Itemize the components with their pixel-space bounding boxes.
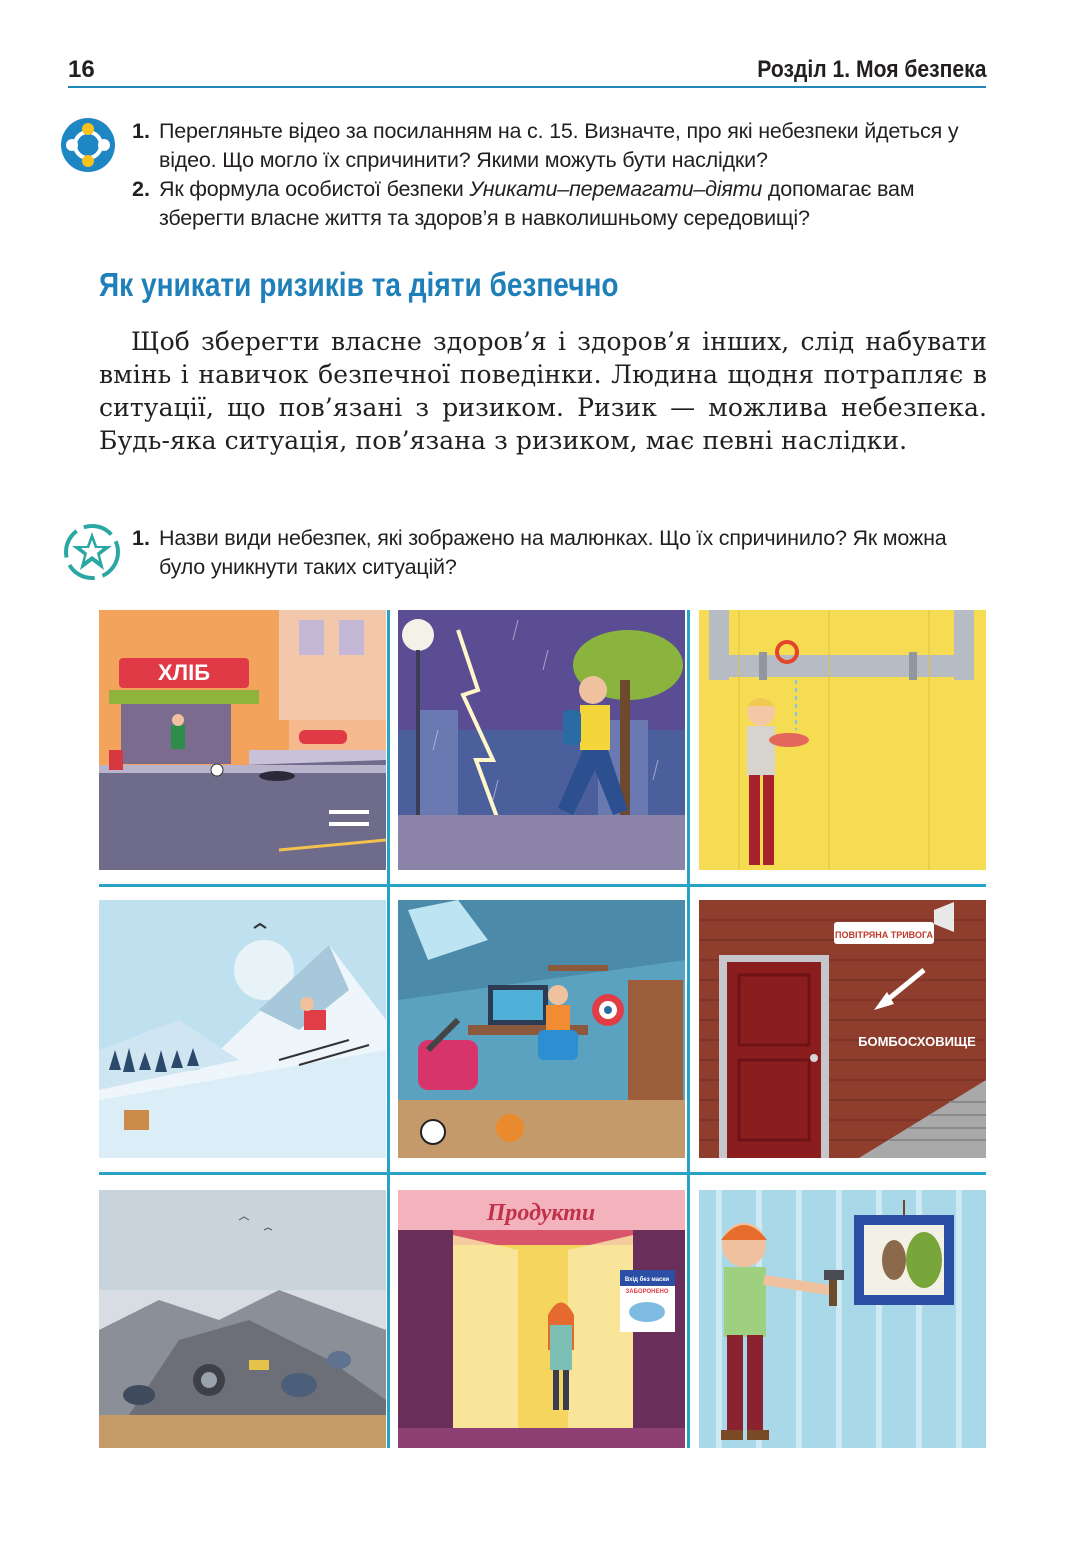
question-item [132,117,992,175]
illustration-thunderstorm [398,610,685,870]
question-number: 1. [132,119,150,143]
bakery-sign-text: ХЛІБ [157,660,211,685]
illustration-landfill [99,1190,386,1448]
question-number: 2. [132,177,150,201]
question-item [132,524,992,582]
group-discussion-icon [60,117,116,173]
question-text: Назви види небезпек, які зображено на малюнках. Що їх спричинило? Як можна було уникнути таких ситуацій? [159,526,947,579]
air-alarm-sign-text: ПОВІТРЯНА ТРИВОГА [835,930,933,940]
illustration-skiing [99,900,386,1158]
shelter-sign-text: БОМБОСХОВИЩЕ [858,1034,976,1049]
illustration-hammer-nail [699,1190,986,1448]
store-sign-text: Продукти [486,1200,596,1226]
mask-notice-text: Вхід без маски [624,1277,670,1283]
illustration-grocery-store [398,1190,685,1448]
mask-notice-text-2: ЗАБОРОНЕНО [625,1289,669,1295]
star-icon [64,524,120,580]
page-number: 16 [68,56,95,83]
question-item [132,175,992,233]
task1-questions [132,117,992,233]
illustration-bomb-shelter [699,900,986,1158]
question-text: Перегляньте відео за посиланням на с. 15. Визначте, про які небезпеки йдеться у відео. Що могло їх спричинити? Якими можуть бути наслідки? [159,119,959,172]
section-heading: Як уникати ризиків та діяти безпечно [99,266,619,303]
page-header [68,56,986,88]
illustration-street-bakery [99,610,386,870]
body-paragraph: Щоб зберегти власне здоров’я і здоров’я інших, слід набувати вмінь і навичок безпечної поведінки. Людина щодня потрапляє в ситуації, що пов’язані з ризиком. Ризик — можлива небезпека. Будь-яка ситуація, пов’язана з ризиком, має певні наслідки. [99,327,987,455]
section-title: Розділ 1. Моя безпека [756,56,986,83]
question-text: Як формула особистої безпеки Уникати–перемагати–діяти допомагає вам зберегти власне життя та здоров’я в навколишньому середовищі? [159,177,915,230]
illustration-grid [99,610,986,1448]
illustration-messy-room [398,900,685,1158]
illustration-water-leak [699,610,986,870]
question-number: 1. [132,526,150,550]
task2-questions [132,524,992,582]
